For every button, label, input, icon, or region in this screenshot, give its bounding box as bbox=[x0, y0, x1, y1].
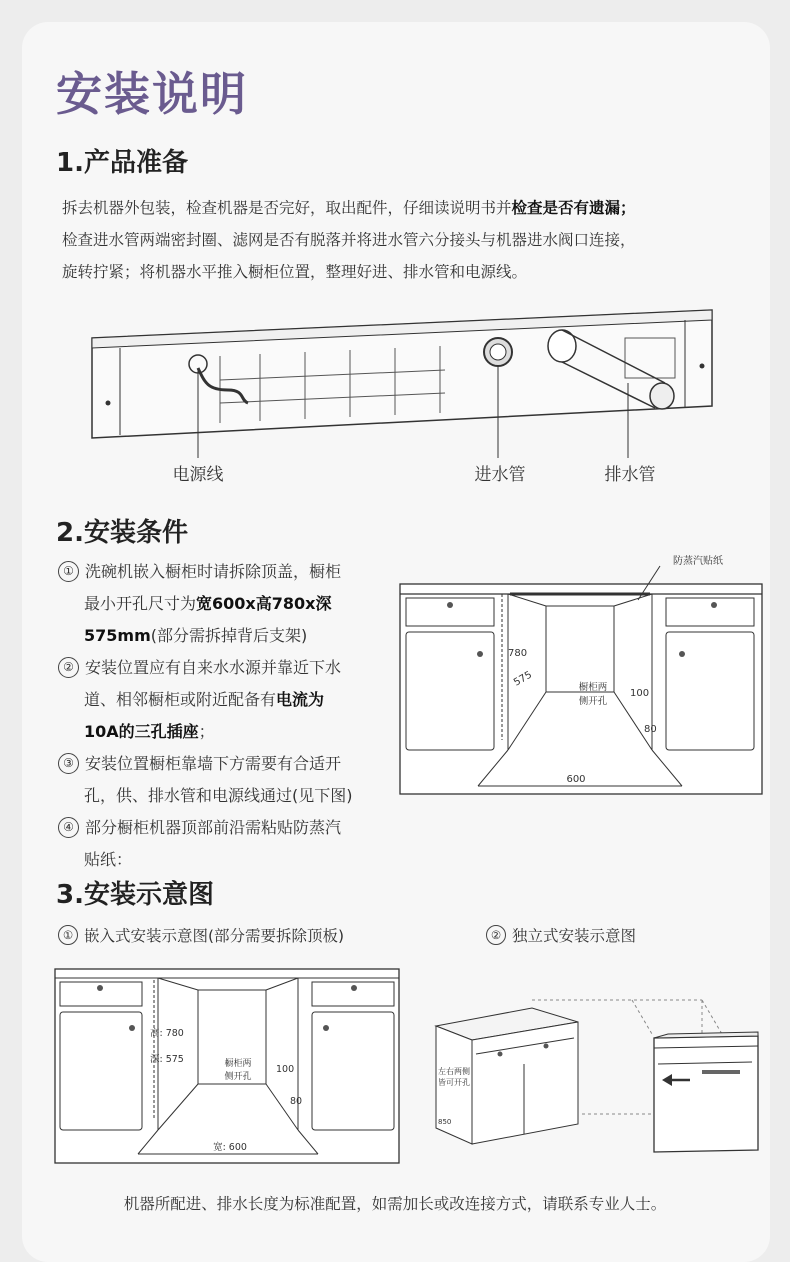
footer-note: 机器所配进、排水长度为标准配置，如需加长或改连接方式，请联系专业人士。 bbox=[123, 1195, 667, 1213]
side-hole-label-5: 左右两侧 bbox=[438, 1067, 470, 1076]
dim-80-2: 80 bbox=[290, 1096, 303, 1107]
side-hole-label-6: 皆可开孔 bbox=[438, 1078, 470, 1087]
label-inlet-pipe: 进水管 bbox=[474, 465, 526, 485]
condition-1: ① 洗碗机嵌入橱柜时请拆除顶盖，橱柜 bbox=[58, 556, 388, 588]
dim-100: 100 bbox=[630, 688, 650, 699]
page-title: 安装说明 bbox=[56, 67, 248, 121]
side-hole-label-3: 橱柜两 bbox=[224, 1059, 252, 1069]
sticker-label: 防蒸汽贴纸 bbox=[673, 556, 723, 567]
dim-width-2: 宽: 600 bbox=[213, 1142, 247, 1153]
section1-line-1: 拆去机器外包装，检查机器是否完好，取出配件，仔细读说明书并检查是否有遗漏； bbox=[62, 199, 636, 217]
side-hole-label-2: 侧开孔 bbox=[578, 696, 608, 707]
dim-width: 600 bbox=[566, 774, 586, 785]
side-hole-label-4: 侧开孔 bbox=[224, 1072, 252, 1082]
dim-height-2: 高: 780 bbox=[150, 1028, 184, 1039]
embedded-install-diagram bbox=[54, 968, 400, 1164]
section1-title: 1.产品准备 bbox=[56, 148, 188, 178]
side-hole-label-1: 橱柜两 bbox=[578, 682, 608, 693]
cabinet-opening-diagram bbox=[398, 550, 770, 798]
condition-2: ② 安装位置应有自来水水源并靠近下水 bbox=[58, 652, 388, 684]
section1-line-2: 检查进水管两端密封圈、滤网是否有脱落并将进水管六分接头与机器进水阀口连接， bbox=[62, 231, 636, 249]
section1-paragraph bbox=[62, 192, 742, 288]
sub-label-embedded: ① 嵌入式安装示意图(部分需要拆除顶板) bbox=[58, 924, 344, 946]
dim-depth-2: 深: 575 bbox=[150, 1054, 184, 1065]
dim-height-3: 850 bbox=[438, 1118, 452, 1126]
condition-3: ③ 安装位置橱柜靠墙下方需要有合适开 bbox=[58, 748, 388, 780]
freestanding-install-diagram bbox=[432, 994, 764, 1162]
label-power-cord: 电源线 bbox=[172, 465, 224, 485]
sub-label-freestanding: ② 独立式安装示意图 bbox=[486, 924, 636, 946]
section3-title: 3.安装示意图 bbox=[56, 880, 214, 910]
dim-depth: 575 bbox=[512, 669, 535, 689]
dim-height: 780 bbox=[508, 648, 528, 659]
section1-line-3: 旋转拧紧；将机器水平推入橱柜位置，整理好进、排水管和电源线。 bbox=[62, 263, 528, 281]
dim-100-2: 100 bbox=[276, 1064, 295, 1075]
condition-4: ④ 部分橱柜机器顶部前沿需粘贴防蒸汽 bbox=[58, 812, 388, 844]
dim-80: 80 bbox=[644, 724, 657, 735]
section2-title: 2.安装条件 bbox=[56, 518, 188, 548]
dishwasher-back-diagram bbox=[80, 308, 730, 498]
section2-conditions: ① 洗碗机嵌入橱柜时请拆除顶盖，橱柜 最小开孔尺寸为宽600x高780x深 575mm(部分需拆掉背后支架) ② 安装位置应有自来水水源并靠近下水 道、相邻橱柜或附近配备有电流为 10A的三孔插座； ③ 安装位置橱柜靠墙下方需要有合适开 孔，供、排水管和电源线通过(见下图) ④ 部分橱柜机器顶部前沿需粘贴防蒸汽 贴纸： bbox=[58, 556, 388, 876]
label-drain-pipe: 排水管 bbox=[604, 465, 656, 485]
